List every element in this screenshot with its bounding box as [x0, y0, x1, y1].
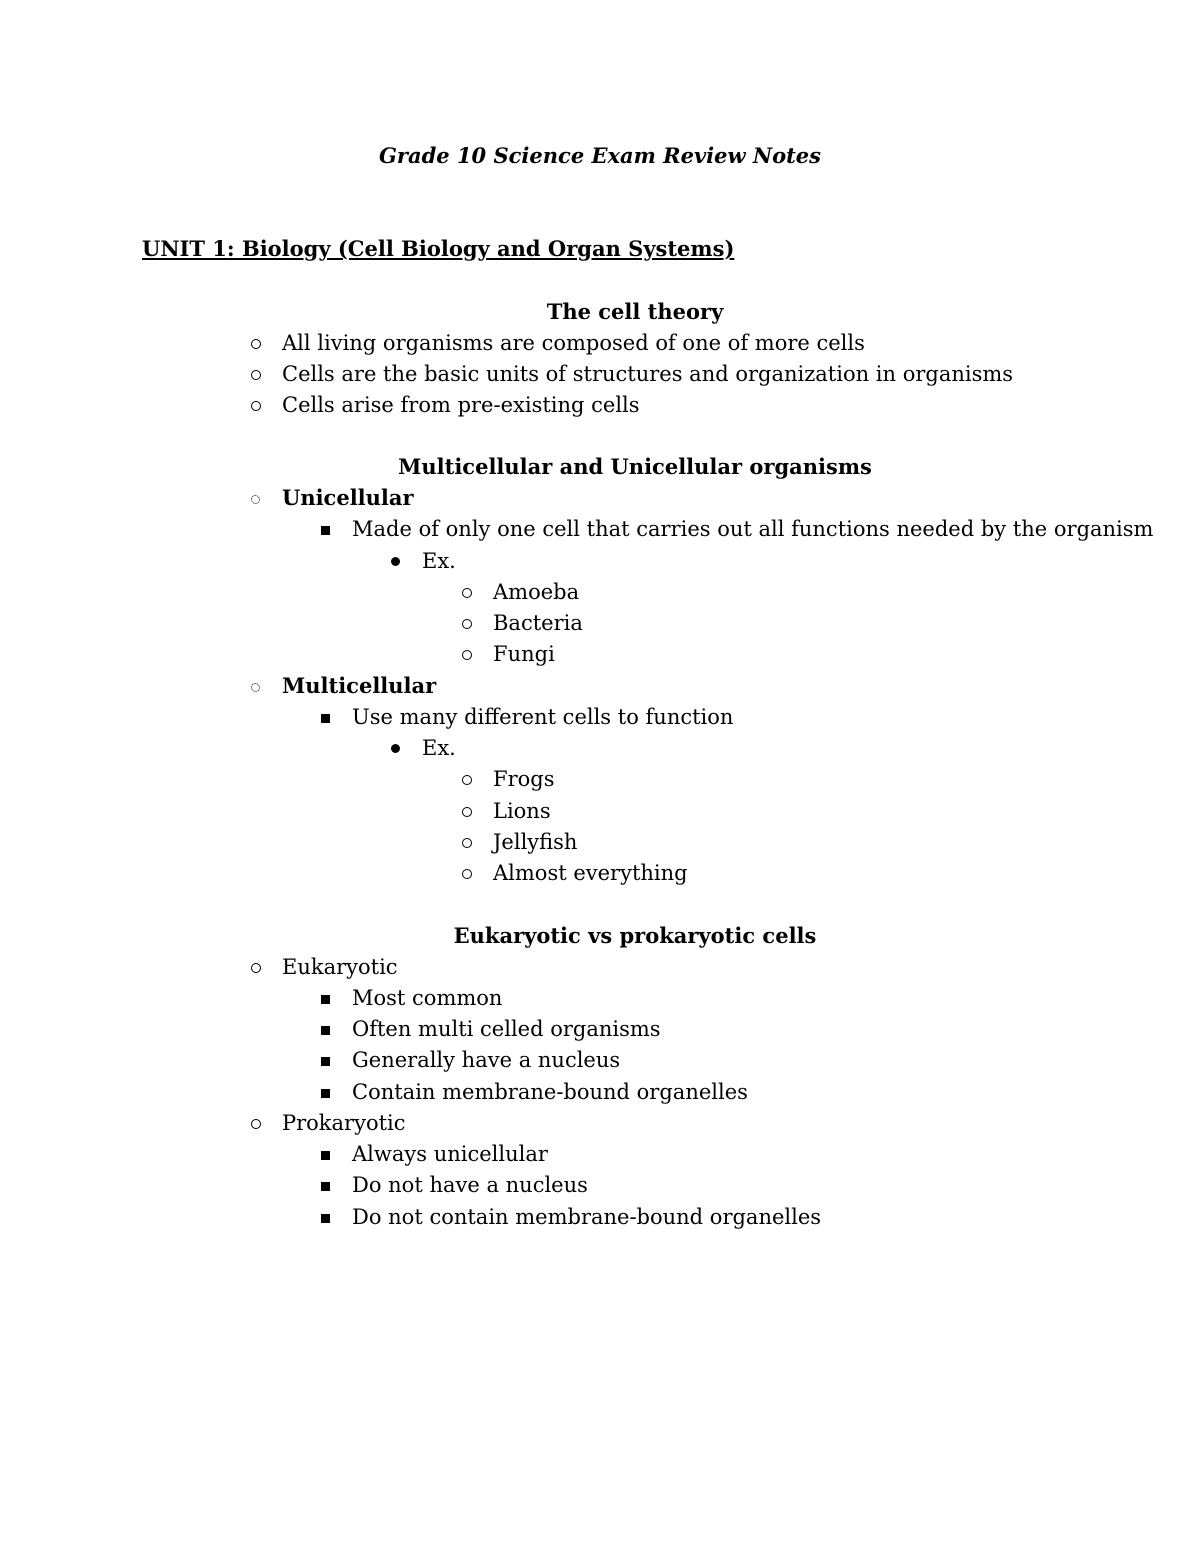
multicellular-label: Multicellular [282, 673, 437, 698]
list-item: Do not contain membrane-bound organelles [352, 1205, 822, 1229]
list-item: Generally have a nucleus [352, 1048, 621, 1072]
list-item: All living organisms are composed of one of more cells [282, 331, 865, 355]
square-bullet-icon [316, 1173, 336, 1197]
square-bullet-icon [316, 1142, 336, 1166]
circle-bullet-icon [457, 611, 477, 635]
example-label: Ex. [422, 736, 456, 760]
eukaryotic-label: Eukaryotic [282, 955, 398, 979]
circle-bullet-icon [457, 799, 477, 823]
circle-bullet-icon [246, 955, 266, 979]
unicellular-label: Unicellular [282, 485, 414, 510]
circle-bullet-icon [246, 1111, 266, 1135]
circle-bullet-icon [246, 393, 266, 417]
list-item: Do not have a nucleus [352, 1173, 588, 1197]
dotted-circle-bullet-icon [246, 486, 266, 510]
list-item: Most common [352, 986, 503, 1010]
square-bullet-icon [316, 1080, 336, 1104]
document-title: Grade 10 Science Exam Review Notes [378, 143, 821, 168]
list-item: Always unicellular [352, 1142, 548, 1166]
list-item: Often multi celled organisms [352, 1017, 661, 1041]
unit-heading: UNIT 1: Biology (Cell Biology and Organ Systems) [142, 236, 735, 261]
example-label: Ex. [422, 549, 456, 573]
dotted-circle-bullet-icon [246, 674, 266, 698]
euk-prok-heading: Eukaryotic vs prokaryotic cells [453, 923, 817, 948]
circle-bullet-icon [457, 861, 477, 885]
prokaryotic-label: Prokaryotic [282, 1111, 406, 1135]
list-item: Fungi [493, 642, 555, 666]
square-bullet-icon [316, 986, 336, 1010]
circle-bullet-icon [457, 767, 477, 791]
square-bullet-icon [316, 1205, 336, 1229]
list-item: Jellyfish [493, 830, 578, 854]
cell-theory-heading: The cell theory [546, 299, 724, 324]
list-item: Almost everything [493, 861, 688, 885]
disc-bullet-icon [386, 736, 406, 760]
circle-bullet-icon [246, 362, 266, 386]
square-bullet-icon [316, 1017, 336, 1041]
list-item: Bacteria [493, 611, 583, 635]
list-item: Lions [493, 799, 551, 823]
multi-uni-heading: Multicellular and Unicellular organisms [398, 454, 872, 479]
circle-bullet-icon [246, 331, 266, 355]
square-bullet-icon [316, 705, 336, 729]
list-item: Cells arise from pre-existing cells [282, 393, 640, 417]
list-item: Contain membrane-bound organelles [352, 1080, 748, 1104]
list-item: Cells are the basic units of structures and organization in organisms [282, 362, 1014, 386]
unicellular-description: Made of only one cell that carries out all functions needed by the organism [352, 517, 1154, 541]
multicellular-description: Use many different cells to function [352, 705, 734, 729]
square-bullet-icon [316, 1048, 336, 1072]
circle-bullet-icon [457, 830, 477, 854]
circle-bullet-icon [457, 642, 477, 666]
list-item: Amoeba [493, 580, 580, 604]
list-item: Frogs [493, 767, 555, 791]
disc-bullet-icon [386, 549, 406, 573]
circle-bullet-icon [457, 580, 477, 604]
square-bullet-icon [316, 517, 336, 541]
